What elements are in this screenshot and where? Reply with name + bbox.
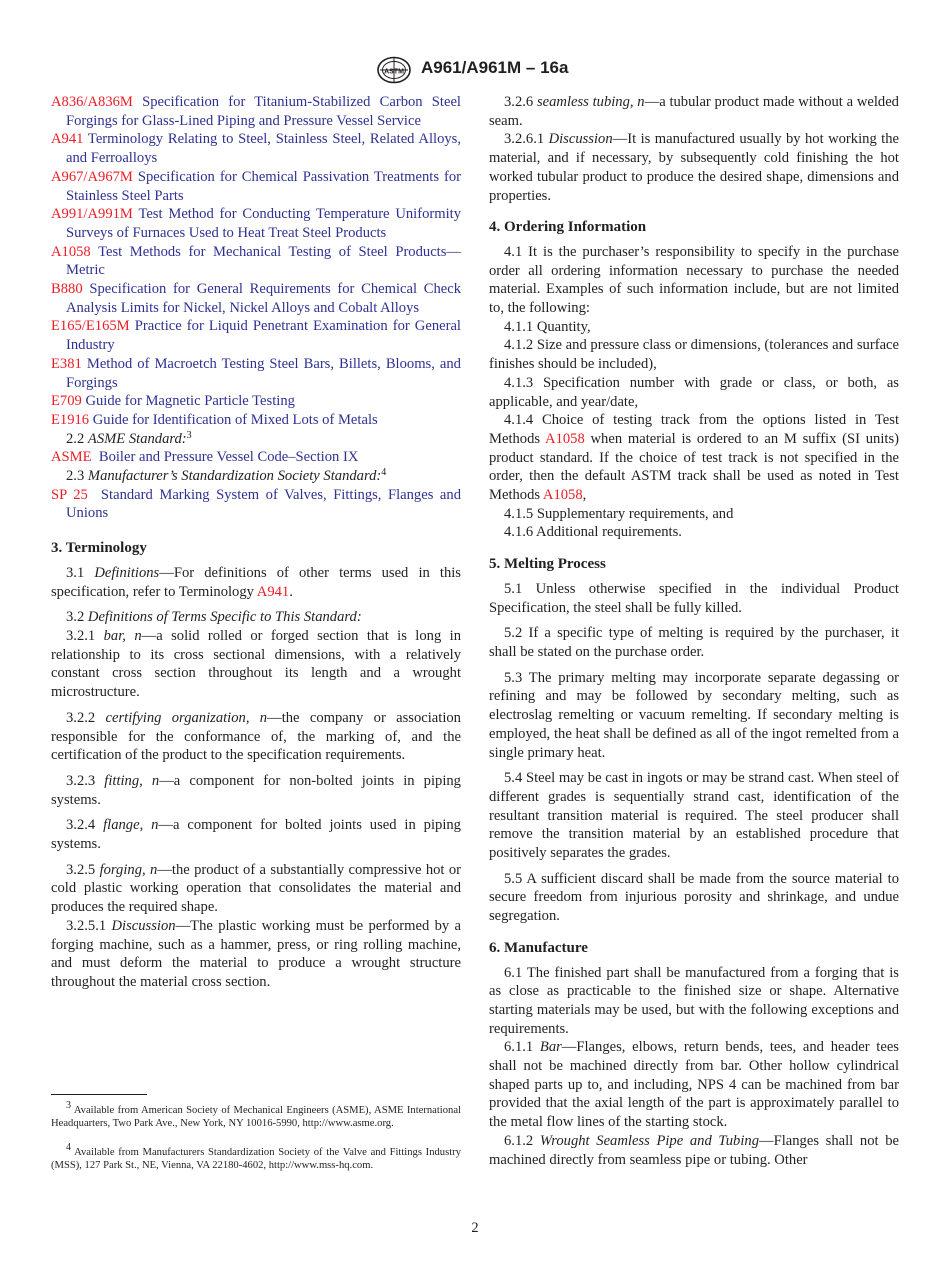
reference-title: Specification for Chemical Passivation Treatments for Stainless Steel Parts bbox=[66, 168, 461, 204]
paragraph-3-2-6-1: 3.2.6.1 Discussion—It is manufactured usually by hot working the material, and if necessary, by subsequently cold finishing the hot worked tubular product to produce the desired shape, dimensions and properties. bbox=[489, 131, 899, 204]
paragraph-6-1: 6.1 The finished part shall be manufactured from a forging that is as close as practicable to the finished size or shape. Alternative starting materials may be used, but with the following exceptions and requirements. bbox=[489, 964, 899, 1037]
reference-item bbox=[51, 448, 461, 467]
paragraph-3-2-4: 3.2.4 flange, n—a component for bolted joints used in piping systems. bbox=[51, 817, 461, 853]
reference-code-link[interactable]: E709 bbox=[51, 393, 82, 410]
footnote-4: $^4$ Available from Manufacturers Standardization Society of the Valve and Fittings Industry (MSS), 127 Park St., NE, Vienna, VA 22180-4602, http://www.mss-hq.com. bbox=[51, 1142, 461, 1172]
reference-item bbox=[51, 130, 461, 167]
reference-code-link[interactable]: A1058 bbox=[51, 243, 91, 260]
reference-title: Guide for Identification of Mixed Lots of Metals bbox=[92, 411, 378, 428]
reference-item bbox=[51, 280, 461, 317]
paragraph-5-2: 5.2 If a specific type of melting is required by the purchaser, it shall be stated on the purchase order. bbox=[489, 625, 899, 660]
reference-title: Specification for General Requirements for Chemical Check Analysis Limits for Nickel, Nickel Alloys and Cobalt Alloys bbox=[66, 281, 461, 316]
paragraph-3-2-5: 3.2.5 forging, n—the product of a substantially compressive hot or cold plastic working operation that consolidates the material and produces the required shape. bbox=[51, 861, 462, 916]
paragraph-5-5: 5.5 A sufficient discard shall be made from the source material to secure freedom from injurious porosity and shrinkage, and undue segregation. bbox=[489, 870, 899, 925]
reference-item bbox=[51, 93, 461, 130]
reference-item bbox=[51, 317, 461, 354]
reference-title: Method of Macroetch Testing Steel Bars, Billets, Blooms, and Forgings bbox=[66, 355, 461, 391]
reference-title: Standard Marking System of Valves, Fittings, Flanges and Unions bbox=[66, 486, 462, 522]
section-heading-ordering: 4. Ordering Information bbox=[489, 219, 647, 236]
paragraph-5-1: 5.1 Unless otherwise specified in the individual Product Specification, the steel shall be fully killed. bbox=[489, 580, 899, 616]
reference-item bbox=[51, 486, 461, 523]
reference-code-link[interactable]: E1916 bbox=[51, 411, 90, 428]
paragraph-6-1-1: 6.1.1 Bar—Flanges, elbows, return bends, tees, and header tees shall not be machined directly from bar. Other hollow cylindrical shaped parts up to, and including, NPS 4 can be machined from bar provided that the axial length of the part is approximately parallel to the metal flow lines of the starting stock. bbox=[489, 1039, 899, 1131]
section-heading-manufacture: 6. Manufacture bbox=[489, 939, 588, 956]
paragraph-5-3: 5.3 The primary melting may incorporate separate degassing or refining and may be followed by secondary melting, such as electroslag remelting or vacuum remelting. If secondary melting is employed, the heat shall be defined as all of the ingot remelted from a single primary heat. bbox=[489, 669, 899, 761]
subsection-heading: 2.2 ASME Standard:$^3$ bbox=[66, 429, 192, 447]
a941-link[interactable]: A941 bbox=[256, 583, 290, 600]
paragraph-4-1-5: 4.1.5 Supplementary requirements, and bbox=[504, 505, 734, 522]
page-header bbox=[0, 56, 950, 86]
footnote-divider bbox=[51, 1094, 147, 1095]
reference-title: Boiler and Pressure Vessel Code–Section IX bbox=[98, 449, 359, 466]
reference-item bbox=[51, 355, 461, 392]
paragraph-4-1-3: 4.1.3 Specification number with grade or class, or both, as applicable, and year/date, bbox=[489, 374, 899, 410]
reference-code-link[interactable]: ASME bbox=[51, 449, 92, 466]
reference-item bbox=[51, 243, 461, 280]
paragraph-4-1: 4.1 It is the purchaser’s responsibility to specify in the purchase order all ordering information necessary to purchase the needed material. Examples of such information include, but are not limited to, the following: bbox=[489, 243, 899, 317]
right-column bbox=[489, 93, 899, 1169]
reference-title: Practice for Liquid Penetrant Examination for General Industry bbox=[66, 318, 461, 354]
document-id: A961/A961M – 16a bbox=[421, 58, 569, 77]
left-column bbox=[51, 93, 461, 992]
reference-code-link[interactable]: E381 bbox=[51, 355, 82, 372]
paragraph-3-2-2: 3.2.2 certifying organization, n—the company or association responsible for the conformance of, the marking of, and the certification of the product to the specification requirements. bbox=[51, 709, 461, 764]
reference-title: Specification for Titanium-Stabilized Carbon Steel Forgings for Glass-Lined Piping and Pressure Vessel Service bbox=[66, 94, 461, 129]
reference-item bbox=[51, 392, 461, 411]
paragraph-4-1-4: 4.1.4 Choice of testing track from the options listed in Test Methods A1058 when material is ordered to an M suffix (SI units) product standard. If the choice of test track is not specified in the order, then the default ASTM track shall be used as noted in Test Methods A1058, bbox=[489, 412, 899, 504]
footnote-3: $^3$ Available from American Society of Mechanical Engineers (ASME), ASME International Headquarters, Two Park Ave., New York, NY 10016-5990, http://www.asme.org. bbox=[51, 1100, 461, 1130]
reference-code-link[interactable]: SP 25 bbox=[51, 486, 88, 503]
astm-logo-icon bbox=[376, 56, 412, 84]
paragraph-5-4: 5.4 Steel may be cast in ingots or may be strand cast. When steel of different grades is sequentially strand cast, identification of the resultant transition material is required. The steel producer shall remove the transition material by an established procedure that positively separates the grades. bbox=[489, 770, 899, 862]
paragraph-6-1-2: 6.1.2 Wrought Seamless Pipe and Tubing—Flanges shall not be machined directly from seamless pipe or tubing. Other bbox=[489, 1132, 899, 1168]
page-number: 2 bbox=[471, 1220, 479, 1236]
paragraph-3-2-1: 3.2.1 bar, n—a solid rolled or forged section that is long in relationship to its cross sectional dimensions, with a relatively constant cross section throughout its length and a wrought microstructure. bbox=[51, 627, 462, 701]
paragraph-4-1-1: 4.1.1 Quantity, bbox=[504, 318, 591, 335]
reference-title: Guide for Magnetic Particle Testing bbox=[85, 393, 295, 410]
reference-title: Terminology Relating to Steel, Stainless Steel, Related Alloys, and Ferroalloys bbox=[66, 131, 461, 167]
svg-text:ASTM: ASTM bbox=[384, 68, 404, 76]
subsection-heading: 2.3 Manufacturer’s Standardization Society Standard:$^4$ bbox=[66, 467, 387, 485]
section-heading-melting: 5. Melting Process bbox=[489, 556, 606, 573]
reference-code-link[interactable]: A941 bbox=[51, 131, 84, 148]
paragraph-3-2: 3.2 Definitions of Terms Specific to This Standard: bbox=[66, 609, 362, 626]
reference-code-link[interactable]: A991/A991M bbox=[51, 206, 133, 223]
footnote-ref-link[interactable]: 3 bbox=[186, 429, 192, 441]
paragraph-3-1: 3.1 Definitions—For definitions of other terms used in this specification, refer to Terminology A941. bbox=[51, 564, 461, 600]
paragraph-4-1-6: 4.1.6 Additional requirements. bbox=[504, 524, 682, 541]
a1058-link[interactable]: A1058 bbox=[542, 487, 583, 504]
reference-code-link[interactable]: B880 bbox=[51, 281, 83, 298]
reference-item bbox=[51, 205, 461, 242]
reference-item bbox=[51, 411, 461, 430]
paragraph-3-2-3: 3.2.3 fitting, n—a component for non-bolted joints in piping systems. bbox=[51, 772, 461, 808]
paragraph-3-2-5-1: 3.2.5.1 Discussion—The plastic working must be performed by a forging machine, such as a hammer, press, or ring rolling machine, and must deform the material to produce a wrought structure throughout the material cross section. bbox=[51, 917, 462, 990]
footnote-ref-link[interactable]: 4 bbox=[381, 467, 387, 479]
paragraph-3-2-6: 3.2.6 seamless tubing, n—a tubular product made without a welded seam. bbox=[489, 94, 899, 129]
reference-title: Test Method for Conducting Temperature Uniformity Surveys of Furnaces Used to Heat Treat Steel Products bbox=[66, 206, 461, 241]
reference-code-link[interactable]: A967/A967M bbox=[51, 168, 133, 185]
reference-code-link[interactable]: E165/E165M bbox=[51, 318, 130, 335]
reference-title: Test Methods for Mechanical Testing of Steel Products—Metric bbox=[66, 243, 462, 279]
reference-code-link[interactable]: A836/A836M bbox=[51, 94, 133, 110]
section-heading-terminology: 3. Terminology bbox=[51, 540, 147, 557]
a1058-link[interactable]: A1058 bbox=[545, 430, 585, 447]
paragraph-4-1-2: 4.1.2 Size and pressure class or dimensions, (tolerances and surface finishes should be included), bbox=[489, 337, 899, 373]
reference-item bbox=[51, 168, 461, 205]
